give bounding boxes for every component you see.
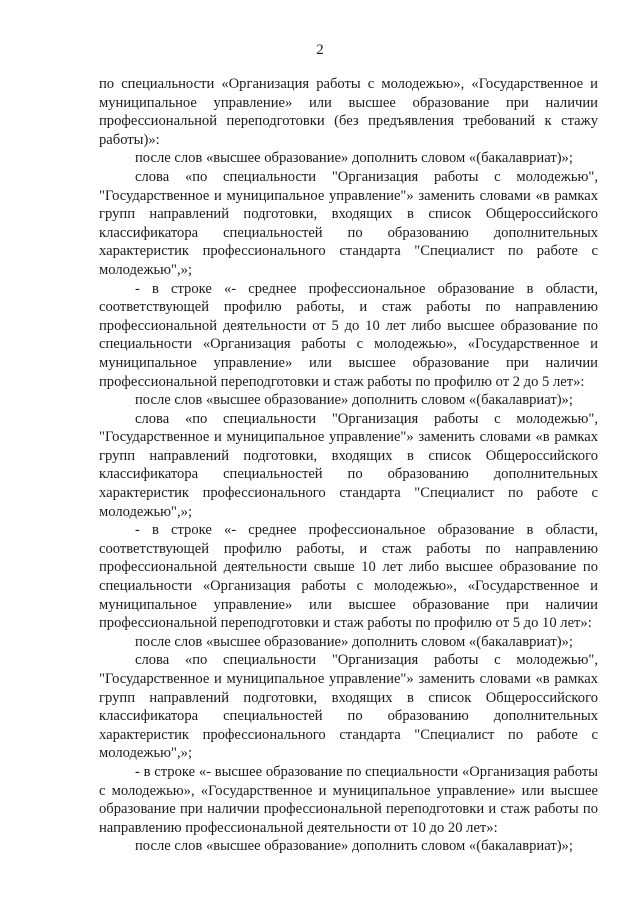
paragraph: после слов «высшее образование» дополнить словом «(бакалавриат)»; bbox=[135, 838, 573, 855]
paragraph: после слов «высшее образование» дополнить словом «(бакалавриат)»; bbox=[135, 633, 573, 650]
paragraph: после слов «высшее образование» дополнить словом «(бакалавриат)»; bbox=[135, 150, 573, 167]
page-number: 2 bbox=[316, 42, 324, 58]
paragraph: слова «по специальности "Организация работы с молодежью", "Государственное и муниципальное управление"» заменить словами «в рамках групп направлений подготовки, входящих в список Общероссийского классификатора специальностей по образованию дополнительных характеристик профессионального стандарта "Специалист по работе с молодежью",»; bbox=[99, 168, 598, 278]
document-body bbox=[99, 75, 598, 856]
paragraph: слова «по специальности "Организация работы с молодежью", "Государственное и муниципальное управление"» заменить словами «в рамках групп направлений подготовки, входящих в список Общероссийского классификатора специальностей по образованию дополнительных характеристик профессионального стандарта "Специалист по работе с молодежью",»; bbox=[99, 652, 598, 762]
paragraph: - в строке «- среднее профессиональное образование в области, соответствующей профилю работы, и стаж работы по направлению профессиональной деятельности свыше 10 лет либо высшее образование по специальности «Организация работы с молодежью», «Государственное и муниципальное управление» или высшее образование при наличии профессиональной переподготовки и стаж работы по профилю от 5 до 10 лет»: bbox=[99, 522, 598, 632]
paragraph: - в строке «- высшее образование по специальности «Организация работы с молодежью», «Государственное и муниципальное управление» или высшее образование при наличии профессиональной переподготовки и стаж работы по направлению профессиональной деятельности от 10 до 20 лет»: bbox=[99, 763, 598, 836]
paragraph: по специальности «Организация работы с молодежью», «Государственное и муниципальное управление» или высшее образование при наличии профессиональной переподготовки (без предъявления требований к стажу работы)»: bbox=[99, 76, 598, 148]
paragraph: после слов «высшее образование» дополнить словом «(бакалавриат)»; bbox=[135, 392, 573, 409]
paragraph: - в строке «- среднее профессиональное образование в области, соответствующей профилю работы, и стаж работы по направлению профессиональной деятельности от 5 до 10 лет либо высшее образование по специальности «Организация работы с молодежью», «Государственное и муниципальное управление» или высшее образование при наличии профессиональной переподготовки и стаж работы по профилю от 2 до 5 лет»: bbox=[99, 280, 598, 390]
paragraph: слова «по специальности "Организация работы с молодежью", "Государственное и муниципальное управление"» заменить словами «в рамках групп направлений подготовки, входящих в список Общероссийского классификатора специальностей по образованию дополнительных характеристик профессионального стандарта "Специалист по работе с молодежью",»; bbox=[99, 410, 598, 520]
